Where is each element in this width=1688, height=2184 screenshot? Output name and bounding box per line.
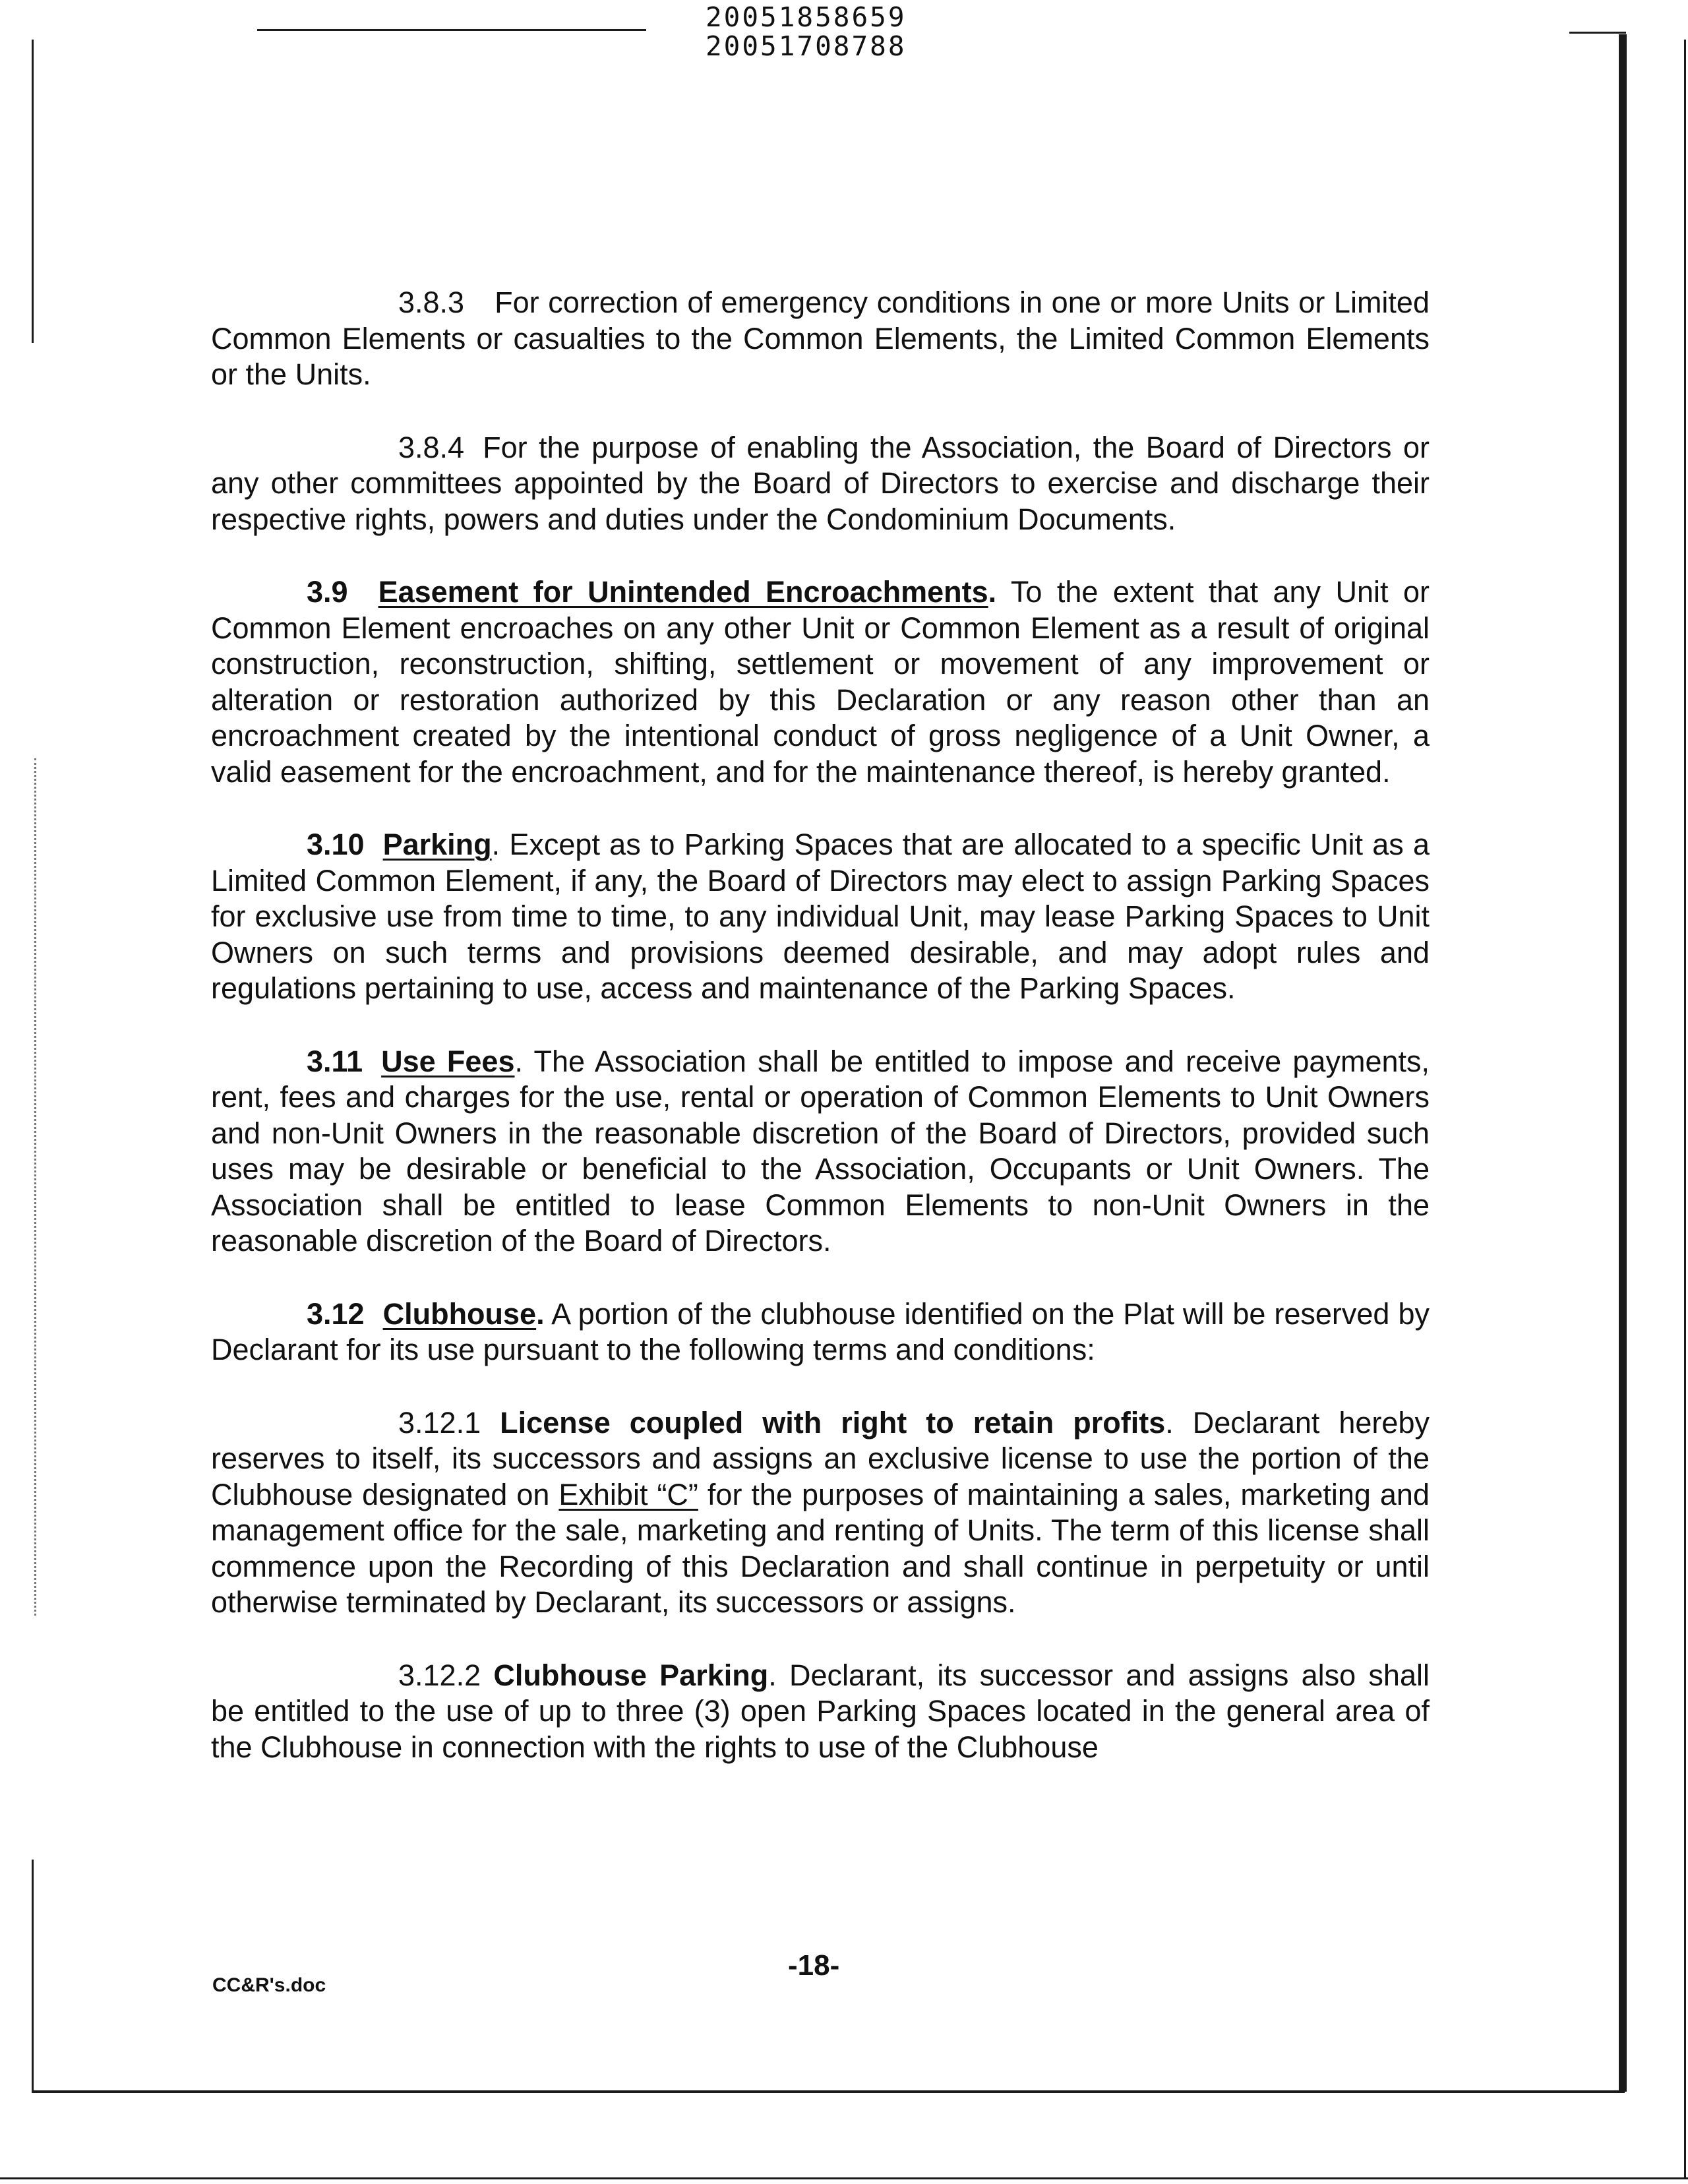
section-number: 3.10	[307, 828, 365, 861]
section-number: 3.12	[307, 1296, 365, 1331]
recording-number-2: 20051708788	[706, 30, 907, 62]
section-3-8-4	[211, 430, 1430, 538]
section-title: License coupled with right to retain profits	[500, 1405, 1166, 1440]
section-3-9: 3.9 Easement for Unintended Encroachments. To the extent that any Unit or Common Element encroaches on any other Unit or Common Element as a result of original construction, reconstruction, shifting, settlement or movement of any improvement or alteration or restoration authorized by this Declaration or any reason other than an encroachment created by the intentional conduct of gross negligence of a Unit Owner, a valid easement for the encroachment, and for the maintenance thereof, is hereby granted.	[211, 575, 1430, 789]
section-3-11: 3.11 Use Fees. The Association shall be entitled to impose and receive payments, rent, fees and charges for the use, rental or operation of Common Elements to Unit Owners and non-Unit Owners in the reasonable discretion of the Board of Directors, provided such uses may be desirable or beneficial to the Association, Occupants or Unit Owners. The Association shall be entitled to lease Common Elements to non-Unit Owners in the reasonable discretion of the Board of Directors.	[211, 1044, 1430, 1258]
section-number: 3.12.1	[398, 1405, 481, 1440]
section-title: Clubhouse	[382, 1296, 537, 1331]
document-body	[211, 285, 1430, 1765]
exhibit-reference: Exhibit “C”	[558, 1477, 698, 1511]
section-3-12-2: 3.12.2 Clubhouse Parking. Declarant, its successor and assigns also shall be entitled to the use of up to three (3) open Parking Spaces located in the general area of the Clubhouse in connection with the rights to use of the Clubhouse	[211, 1658, 1430, 1764]
right-edge-top-stub	[1569, 32, 1626, 34]
left-page-edge-top	[32, 40, 34, 343]
section-title: Use Fees	[381, 1044, 515, 1078]
section-text: The Association shall be entitled to impose and receive payments, rent, fees and charges for the use, rental or operation of Common Elements to Unit Owners and non-Unit Owners in the reasonable discretion of the Board of Directors, provided such uses may be desirable or beneficial to the Association, Occupants or Unit Owners. The Association shall be entitled to lease Common Elements to non-Unit Owners in the reasonable discretion of the Board of Directors.	[211, 1044, 1430, 1258]
section-number: 3.9	[307, 575, 348, 609]
section-3-10: 3.10 Parking. Except as to Parking Spaces that are allocated to a specific Unit as a Limited Common Element, if any, the Board of Directors may elect to assign Parking Spaces for exclusive use from time to time, to any individual Unit, may lease Parking Spaces to Unit Owners on such terms and provisions deemed desirable, and may adopt rules and regulations pertaining to use, access and maintenance of the Parking Spaces.	[211, 828, 1430, 1005]
file-name: CC&R's.doc	[212, 1974, 326, 1996]
section-number: 3.8.4	[398, 430, 465, 464]
section-text-continued: for the purposes of maintaining a sales, marketing and management office for the sale, marketing and renting of Units. The term of this license shall commence upon the Recording of this Declaration and shall continue in perpetuity or until otherwise terminated by Declarant, its successors or assigns.	[211, 1477, 1430, 1619]
section-3-12: 3.12 Clubhouse. A portion of the clubhouse identified on the Plat will be reserved by Declarant for its use pursuant to the following terms and conditions:	[211, 1296, 1430, 1366]
page-number: -18-	[788, 1949, 840, 1982]
right-page-edge	[1619, 34, 1627, 2092]
outer-right-edge	[1684, 40, 1686, 2179]
section-text: For correction of emergency conditions in one or more Units or Limited Common Elements or casualties to the Common Elements, the Limited Common Elements or the Units.	[211, 286, 1430, 391]
section-text: Declarant hereby reserves to itself, its successors and assigns an exclusive license to use the portion of the Clubhouse designated on	[211, 1405, 1430, 1511]
section-text: Declarant, its successor and assigns also shall be entitled to the use of up to three (3) open Parking Spaces located in the general area of the Clubhouse in connection with the rights to use of the Clubhouse	[211, 1658, 1430, 1764]
recording-number-1: 20051858659	[706, 1, 907, 33]
bottom-page-edge	[32, 2090, 1625, 2093]
section-number: 3.8.3	[398, 286, 465, 319]
recording-numbers	[706, 3, 907, 61]
section-text: For the purpose of enabling the Association, the Board of Directors or any other committees appointed by the Board of Directors to exercise and discharge their respective rights, powers and duties under the Condominium Documents.	[211, 430, 1430, 536]
section-title: Easement for Unintended Encroachments	[378, 575, 988, 609]
section-3-12-1: 3.12.1 License coupled with right to retain profits. Declarant hereby reserves to itself, its successors and assigns an exclusive license to use the portion of the Clubhouse designated on Exhibit “C” for the purposes of maintaining a sales, marketing and management office for the sale, marketing and renting of Units. The term of this license shall commence upon the Recording of this Declaration and shall continue in perpetuity or until otherwise terminated by Declarant, its successors or assigns.	[211, 1405, 1430, 1619]
section-title: Clubhouse Parking	[493, 1658, 769, 1692]
left-margin-marks	[34, 758, 36, 1616]
top-rule-left	[257, 29, 646, 31]
section-text: A portion of the clubhouse identified on the Plat will be reserved by Declarant for its use pursuant to the following terms and conditions:	[211, 1296, 1430, 1366]
section-number: 3.12.2	[398, 1658, 481, 1692]
section-text: To the extent that any Unit or Common Element encroaches on any other Unit or Common Element as a result of original construction, reconstruction, shifting, settlement or movement of any improvement or alteration or restoration authorized by this Declaration or any reason other than an encroachment created by the intentional conduct of gross negligence of a Unit Owner, a valid easement for the encroachment, and for the maintenance thereof, is hereby granted.	[211, 575, 1430, 789]
outer-bottom-edge	[0, 2177, 1688, 2179]
section-title: Parking	[382, 828, 492, 861]
left-page-edge-bottom	[32, 1860, 34, 2090]
section-3-8-3	[211, 285, 1430, 393]
section-text: Except as to Parking Spaces that are allocated to a specific Unit as a Limited Common Element, if any, the Board of Directors may elect to assign Parking Spaces for exclusive use from time to time, to any individual Unit, may lease Parking Spaces to Unit Owners on such terms and provisions deemed desirable, and may adopt rules and regulations pertaining to use, access and maintenance of the Parking Spaces.	[211, 828, 1430, 1005]
section-number: 3.11	[307, 1044, 363, 1078]
